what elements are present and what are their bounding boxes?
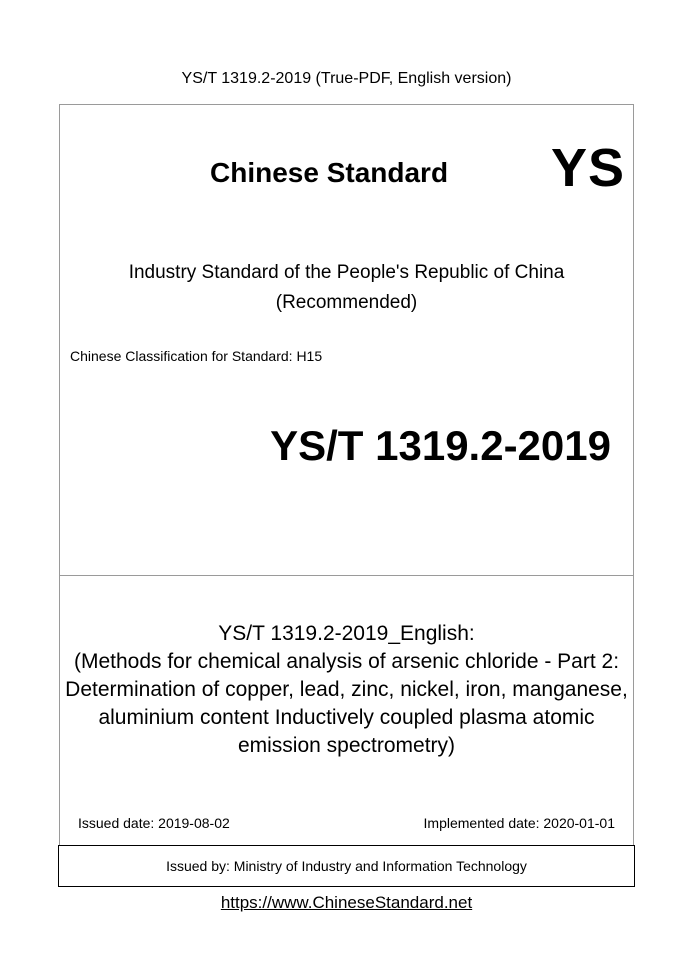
- description-line-1: YS/T 1319.2-2019_English:: [218, 622, 475, 645]
- standard-description: [59, 620, 634, 760]
- classification-label: Chinese Classification for Standard: H15: [70, 348, 323, 364]
- implemented-date: Implemented date: 2020-01-01: [423, 815, 615, 831]
- description-line-5: emission spectrometry): [237, 734, 456, 757]
- industry-standard-text: [59, 258, 634, 318]
- website-link[interactable]: https://www.ChineseStandard.net: [220, 893, 473, 912]
- ys-logo: YS: [551, 138, 626, 198]
- industry-line-1: Industry Standard of the People's Republic of China: [128, 262, 565, 283]
- page-header: YS/T 1319.2-2019 (True-PDF, English version): [181, 70, 512, 87]
- cover-title: Chinese Standard: [210, 157, 449, 188]
- issuer-box: Issued by: Ministry of Industry and Information Technology: [58, 845, 635, 887]
- description-line-3: Determination of copper, lead, zinc, nickel, iron, manganese,: [65, 678, 628, 701]
- industry-line-2: (Recommended): [275, 292, 418, 313]
- description-line-4: aluminium content Inductively coupled plasma atomic: [98, 706, 595, 729]
- description-line-2: (Methods for chemical analysis of arsenic chloride - Part 2:: [73, 650, 620, 673]
- issued-date: Issued date: 2019-08-02: [78, 815, 230, 831]
- standard-number: YS/T 1319.2-2019: [270, 422, 611, 469]
